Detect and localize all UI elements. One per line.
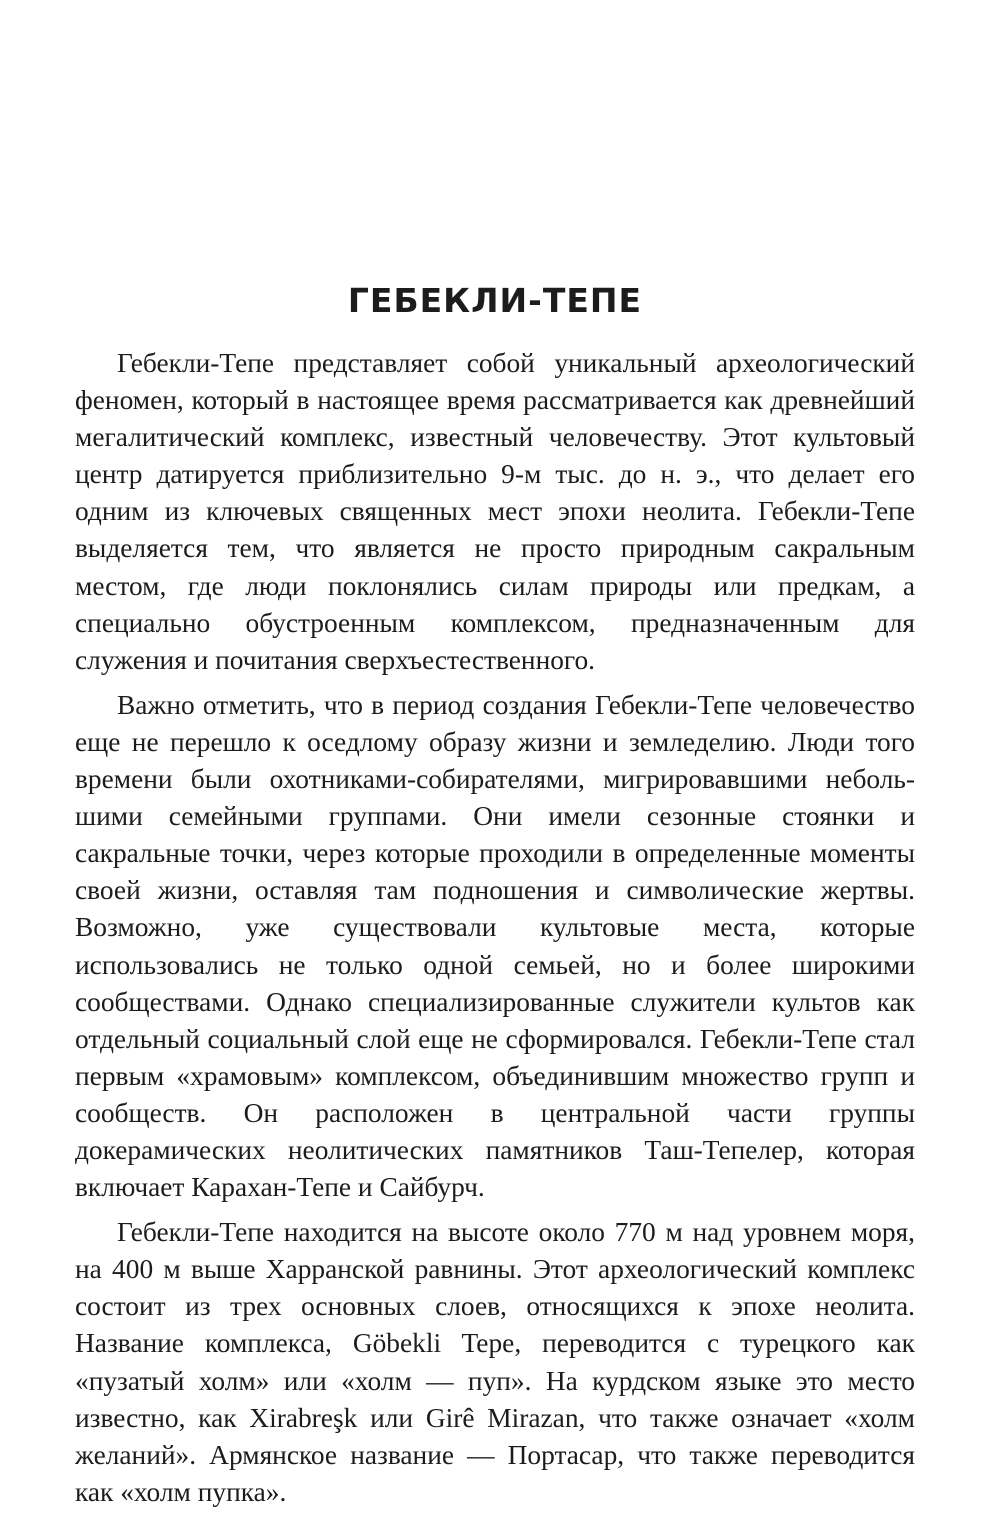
body-text (75, 345, 915, 1519)
book-page (75, 0, 915, 1524)
paragraph-1: Гебекли-Тепе представляет собой уникальный археологический феномен, который в настоящее время рассматривается как древнейший мегалитический комплекс, известный человечеству. Этот культовый центр датируется приблизительно 9-м тыс. до н. э., что делает его одним из ключевых священных мест эпохи неолита. Гебекли-Тепе выделяется тем, что является не просто природным сакральным местом, где люди поклонялись силам природы или предкам, а специально обустроенным комплексом, предназначенным для служения и почитания сверхъестественного. (75, 348, 915, 675)
paragraph-3: Гебекли-Тепе находится на высоте около 770 м над уровнем моря, на 400 м выше Харранской равнины. Этот археологический комплекс состоит из трех основных слоев, относящихся к эпохе неолита. Название комплекса, Göbekli Tepe, переводится с турецкого как «пузатый холм» или «холм — пуп». На курдском языке это место известно, как Xirabreşk или Girê Mirazan, что также означает «холм желаний». Армянское название — Портасар, что также переводится как «холм пупка». (75, 1217, 915, 1507)
paragraph-2: Важно отметить, что в период создания Гебекли-Тепе человечество еще не перешло к оседлому образу жизни и земледелию. Люди того времени были охотниками-собирателями, мигрировавшими небольшими семейными группами. Они имели сезонные стоянки и сакральные точки, через которые проходили в определенные моменты своей жизни, оставляя там подношения и символические жертвы. Возможно, уже существовали культовые места, которые использовались не только одной семьей, но и более широкими сообществами. Однако специализированные служители культов как отдельный социальный слой еще не сформировался. Гебекли-Тепе стал первым «храмовым» комплексом, объединившим множество групп и сообществ. Он расположен в центральной части группы докерамических неолитических памятников Таш-Тепелер, которая включает Карахан-Тепе и Сайбурч. (75, 689, 915, 1203)
chapter-title: ГЕБЕКЛИ-ТЕПЕ (347, 281, 643, 320)
